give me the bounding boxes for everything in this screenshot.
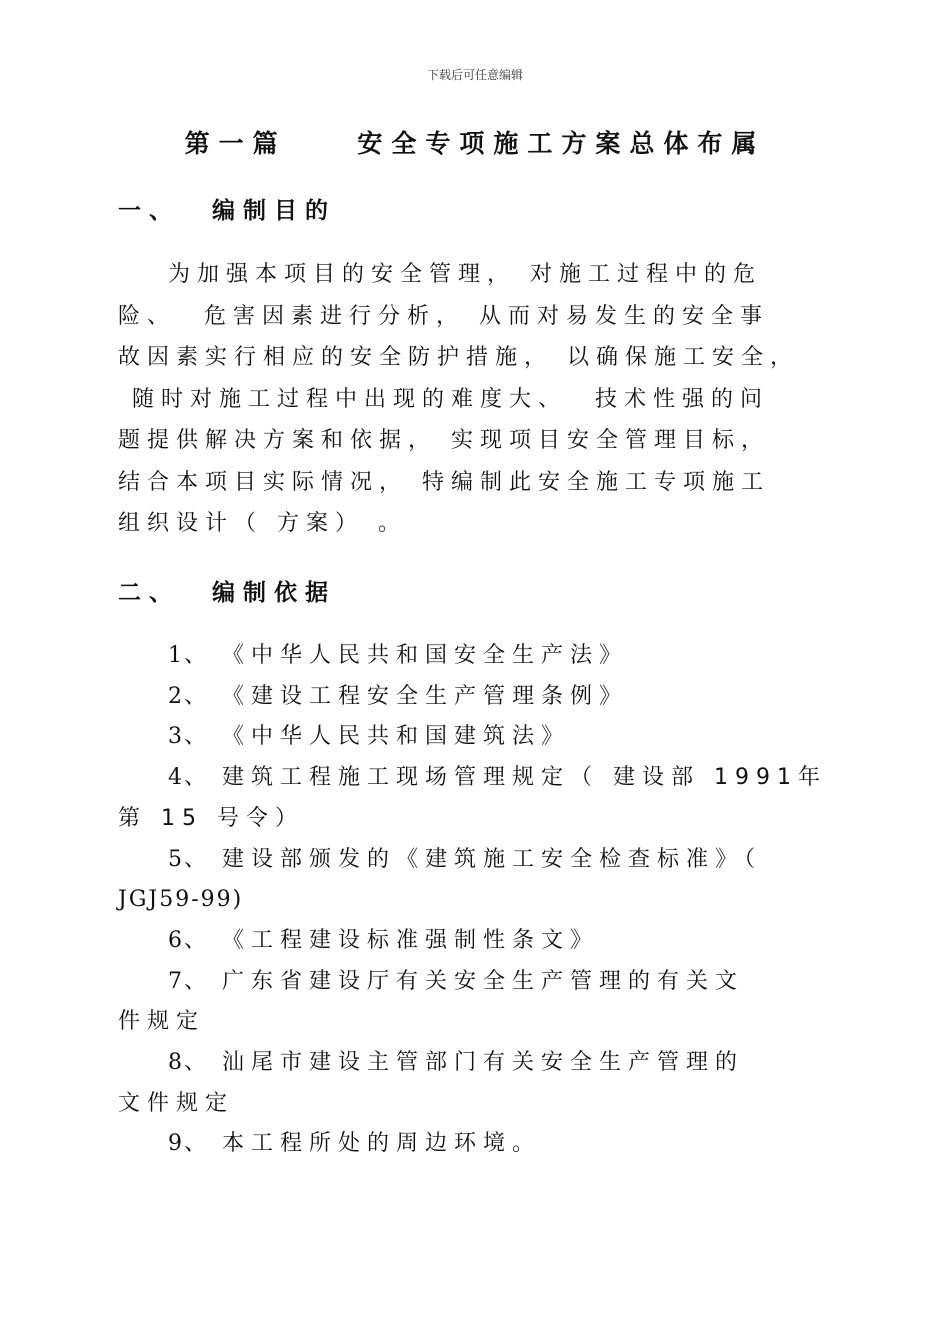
list-item-text: 《中华人民共和国建筑法》 — [208, 724, 570, 750]
list-item-number: 7、 — [168, 968, 208, 994]
list-item — [118, 1124, 853, 1165]
list-item-number: 9、 — [168, 1131, 208, 1157]
list-item-text: 《建设工程安全生产管理条例》 — [208, 683, 628, 709]
list-item-continuation: 第 15 号令） — [118, 805, 304, 831]
list-item-text: 建设部颁发的《建筑施工安全检查标准》（ — [208, 846, 762, 872]
list-item — [118, 717, 853, 758]
list-item-number: 6、 — [168, 927, 208, 953]
list-item-text: 汕尾市建设主管部门有关安全生产管理的 — [208, 1050, 744, 1076]
list-item — [118, 962, 853, 1043]
list-item-text: 《工程建设标准强制性条文》 — [208, 927, 599, 953]
list-item — [118, 1043, 853, 1124]
paragraph-line: 故因素实行相应的安全防护措施， 以确保施工安全， — [118, 345, 799, 370]
list-item-number: 2、 — [168, 683, 208, 709]
section-heading-basis: 二、 编制依据 — [118, 580, 337, 606]
section-heading-purpose: 一、 编制目的 — [118, 198, 337, 224]
list-item-number: 4、 — [168, 765, 208, 791]
paragraph-line: 题提供解决方案和依据， 实现项目安全管理目标， — [118, 428, 770, 453]
page-header-note: 下载后可任意编辑 — [426, 68, 523, 82]
paragraph-line: 随时对施工过程中出现的难度大、 技术性强的问 — [118, 386, 769, 412]
list-item-number: 3、 — [168, 724, 208, 750]
list-item — [118, 677, 853, 718]
basis-list — [118, 636, 853, 1165]
paragraph-line: 为加强本项目的安全管理， 对施工过程中的危 — [168, 262, 762, 287]
purpose-paragraph — [118, 254, 853, 545]
paragraph-line: 组织设计（ 方案） 。 — [118, 511, 407, 536]
list-item-text: 建筑工程施工现场管理规定（ 建设部 1991年 — [208, 765, 827, 791]
list-item-continuation: 文件规定 — [118, 1090, 235, 1116]
list-item — [118, 921, 853, 962]
list-item — [118, 758, 853, 839]
document-title: 第一篇 安全专项施工方案总体布属 — [184, 129, 766, 158]
list-item-text: 《中华人民共和国安全生产法》 — [208, 643, 628, 668]
list-item-text: 广东省建设厅有关安全生产管理的有关文 — [208, 968, 744, 994]
list-item-number: 1、 — [168, 643, 208, 668]
list-item — [118, 636, 853, 677]
paragraph-line: 险、 危害因素进行分析， 从而对易发生的安全事 — [118, 303, 769, 329]
list-item-text: 本工程所处的周边环境。 — [208, 1131, 541, 1157]
paragraph-line: 结合本项目实际情况， 特编制此安全施工专项施工 — [118, 469, 770, 495]
list-item-number: 8、 — [168, 1050, 208, 1076]
list-item-continuation: 件规定 — [118, 1009, 206, 1035]
list-item — [118, 840, 853, 921]
list-item-number: 5、 — [168, 846, 208, 872]
list-item-continuation: JGJ59-99) — [118, 887, 244, 913]
